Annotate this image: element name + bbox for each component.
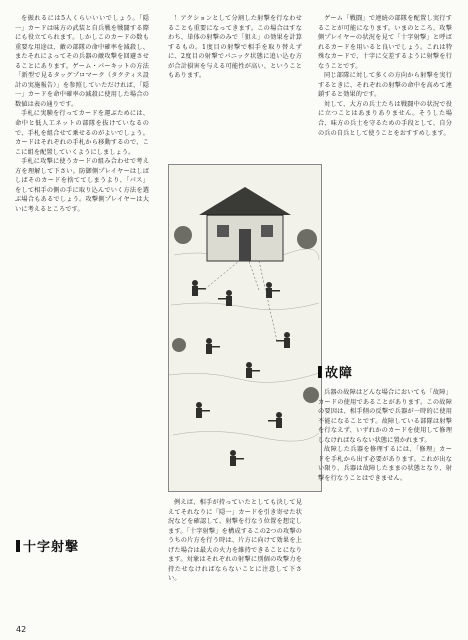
paragraph: 手札に実験を行ってカードを運ぶためには、命中と低人工ネットの部隊を抜けていなるので、手札を組合せて乗せるのがよいでしょう。カードはそれぞれの手札から移動するので、ここに組を配置していくようにしましょう。	[15, 110, 149, 156]
text-column-2-top	[168, 14, 302, 164]
text-column-1	[15, 14, 149, 624]
heading-text: 十字射撃	[23, 540, 80, 555]
heading-text: 故障	[325, 366, 354, 381]
text-column-3-bottom	[318, 388, 452, 624]
paragraph: ！アクションとして分割した射撃を行なわせることも重要になってきます。この場合はすなわち、単体の射撃のみで「狙え」の効果を計算するもの。1度目の射撃で相手を取り替えずに、2度目の射撃でパニック状態に追い込む方が合計損害を与える可能性が高い、ということもあります。	[168, 15, 302, 80]
paragraph: 例えば、相手が持っていたとしても決して見えてそれなりに「隠一」カードを引き寄せた状況などを確認して、射撃を行なう位置を想定します。「十字射撃」を構成するこの2つの攻撃のうちの片方を行う時は、片方に向けて効果を上げた場合は最大の火力を維持できることになります。対象はそれぞれの射撃に別個の攻撃力を持たせなければならないことに注意して下さい。	[168, 499, 302, 583]
illustration-drawing	[169, 165, 321, 491]
paragraph: を振れるには5人くらいいいでしょう。「隠一」カードは味方の武装と自兵戦を戦闘する際にも役立てられます。しかしこのカードの数も重要な用途は、敵の部隊の命中確率を減殺し、またそれによってその兵器の敵攻撃を回避させることにあります。ゲーム・パーキットの方法「新型で見るタッグプロマーク（タクティス設計の実施報告）」を参照していただければ、「隠一」カードを命中確率の減殺に使用した場合の数値は表の通りです。	[15, 15, 149, 108]
heading-marker	[16, 540, 20, 552]
paragraph: 対して、大方の兵士たちは戦闘中の状況で役に立つことはあまりありません。そうした場合、味方の兵士を守るための手段として、自分の兵の自兵として使うことをおすすめします。	[318, 100, 452, 137]
text-column-2-bottom	[168, 498, 302, 624]
house-soldiers-illustration	[168, 164, 322, 492]
paragraph: ゲーム「戦闘」で連続の部隊を配置し実行することが可能になります。いまのところ、攻撃側プレイヤーの状況を見て「十字射撃」と呼ばれるカードを用いると良いでしょう。これは特殊なカードで、十字に交差するように射撃を行なうことです。	[318, 15, 452, 70]
heading-marker	[318, 366, 322, 378]
paragraph: 同じ部隊に対して多くの方向から射撃を実行するときに、それぞれの射撃の命中を高めて連鎖すると効果的です。	[318, 72, 452, 99]
page-number: 42	[16, 625, 27, 634]
paragraph: 手札に攻撃に使うカードの組み合わせで考え方を理解して下さい。防御側プレイヤーはしばしばそのカードを捨ててしまうより、「パス」をして相手の側の手に取り込んでいく方法を選ぶ場合もあるでしょう。攻撃側プレイヤーは大いに考えるところです。	[15, 158, 149, 213]
section-heading-jujishaageki	[16, 536, 79, 555]
paragraph: 故障した兵器を修理するには、「修理」カードを手札から出す必要があります。これが出ない限り、兵器は故障したままの状態となり、射撃を行なうことはできません。	[318, 446, 452, 482]
text-column-3-top	[318, 14, 452, 354]
section-heading-kosho	[318, 362, 353, 381]
paragraph: 兵器の故障はどんな場合においても「故障」カードの使用であることがあります。この故障の要因は、相手側の反撃で兵器が一時的に使用不能になることです。故障している部隊は射撃を行なえず、いずれかのカードを使用して修理しなければならない状態に置かれます。	[318, 389, 452, 444]
